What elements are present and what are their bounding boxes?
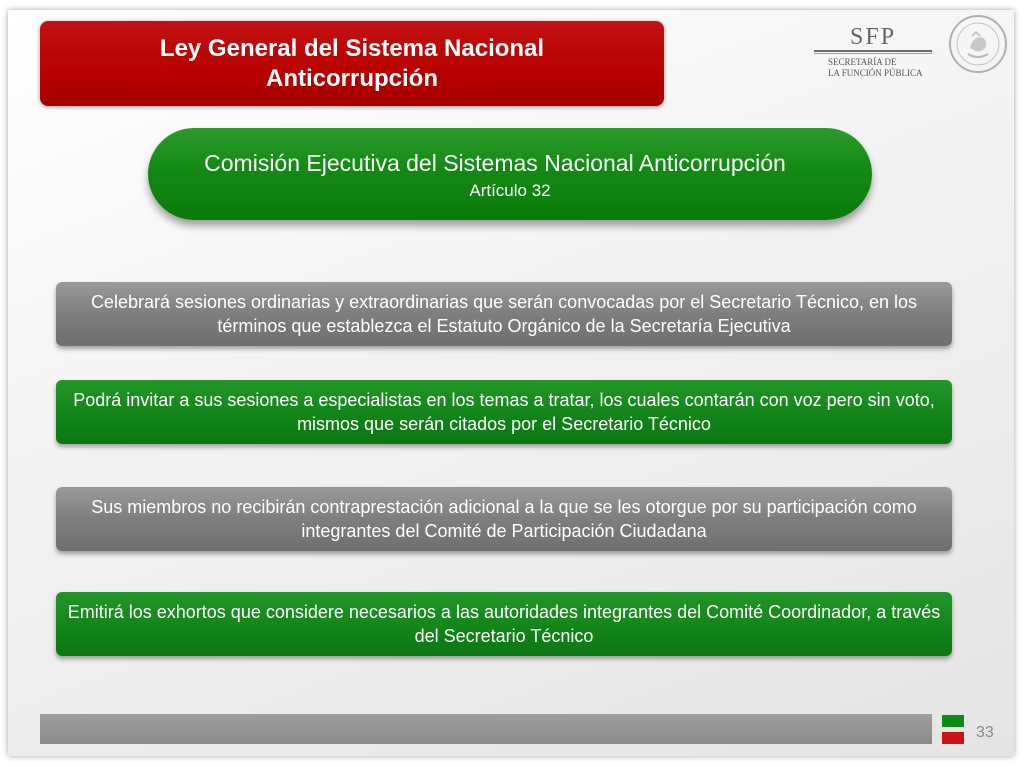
slide-title: Ley General del Sistema Nacional Anticorrupción — [159, 34, 545, 92]
logo-subtitle — [828, 57, 938, 79]
flag-red-stripe — [942, 732, 964, 744]
mexico-coat-of-arms-seal-icon — [948, 14, 1008, 74]
info-box-4 — [56, 592, 952, 656]
info-box-2 — [56, 380, 952, 444]
logo-divider — [814, 50, 932, 52]
info-box-text: Celebrará sesiones ordinarias y extraordinarias que serán convocadas por el Secretario Técnico, en los términos que establezca el Estatuto Orgánico de la Secretaría Ejecutiva — [90, 292, 918, 336]
page-number: 33 — [976, 724, 994, 741]
commission-banner — [148, 128, 872, 220]
flag-green-stripe — [942, 715, 964, 727]
info-box-1 — [56, 282, 952, 346]
info-box-3 — [56, 487, 952, 551]
logo-subtitle-line2: LA FUNCIÓN PÚBLICA — [828, 68, 923, 78]
info-box-text: Podrá invitar a sus sesiones a especialistas en los temas a tratar, los cuales contarán con voz pero sin voto, mismos que serán citados por el Secretario Técnico — [73, 390, 935, 434]
slide-title-banner — [40, 21, 664, 106]
sfp-logo — [808, 18, 938, 78]
footer-bar — [40, 714, 932, 744]
commission-title: Comisión Ejecutiva del Sistemas Nacional Anticorrupción — [204, 150, 786, 176]
commission-article: Artículo 32 — [469, 181, 551, 200]
logo-subtitle-line1: SECRETARÍA DE — [828, 57, 897, 67]
info-box-text: Sus miembros no recibirán contraprestación adicional a la que se les otorgue por su participación como integrantes del Comité de Participación Ciudadana — [91, 497, 917, 541]
logo-divider-thin — [814, 53, 932, 54]
info-box-text: Emitirá los exhortos que considere necesarios a las autoridades integrantes del Comité Coordinador, a través del Secretario Técnico — [67, 602, 941, 646]
sfp-logo-text: SFP — [850, 24, 897, 50]
